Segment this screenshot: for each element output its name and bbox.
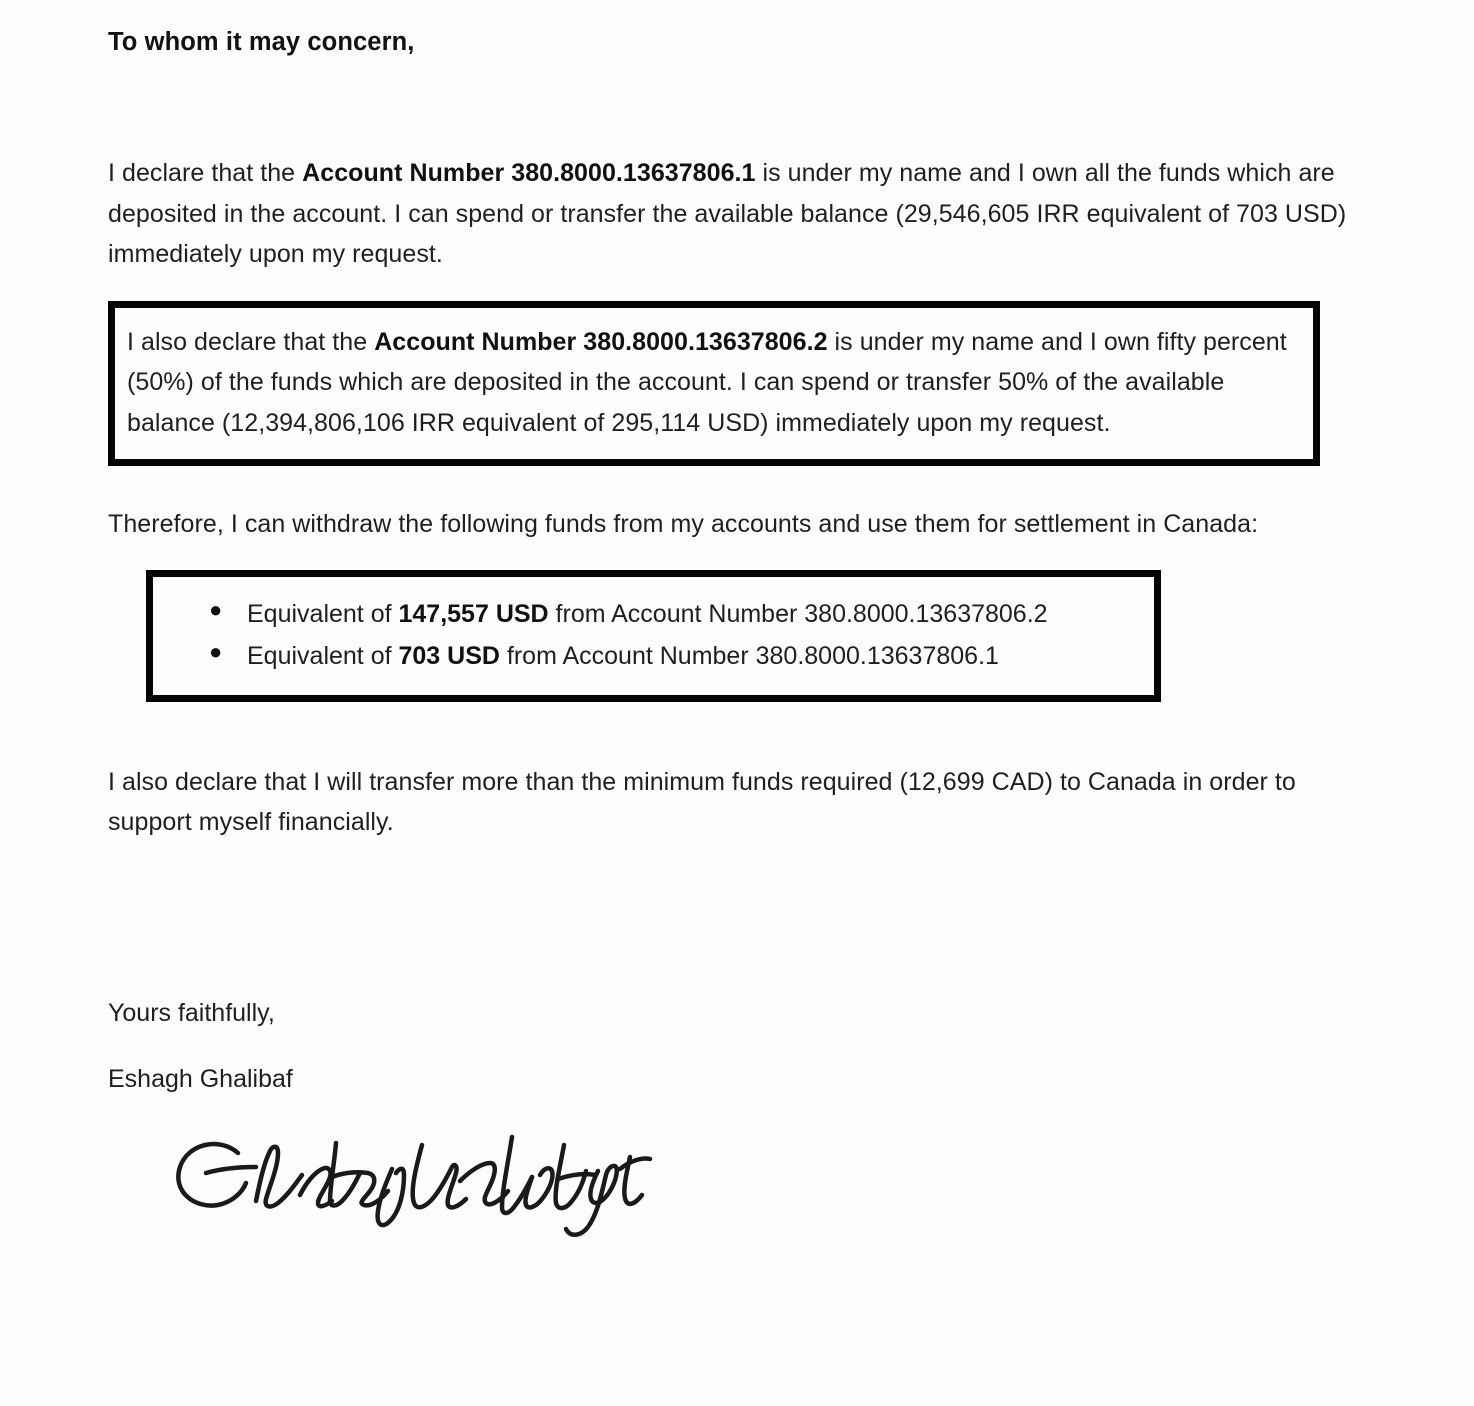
list-item [209,593,1154,635]
letter-closing [108,993,1358,1099]
bullet-icon: ● [209,638,223,664]
account-number-one: Account Number 380.8000.13637806.1 [302,159,756,187]
fund-item-suffix: from Account Number 380.8000.13637806.1 [499,641,999,670]
fund-item-suffix: from Account Number 380.8000.13637806.2 [548,599,1048,628]
highlight-box-account-two [108,301,1320,467]
account-number-two: Account Number 380.8000.13637806.2 [374,327,828,356]
signature-image [160,1117,680,1247]
paragraph-account-two-text-2: is under my name and I own fifty percent (50%) of the funds which are deposited in the account. I can spend or transfer 50% of the available balance (12,394,806,106 IRR equivalent of 295,114 USD) immediately upon my request. [127,327,1287,437]
paragraph-therefore: Therefore, I can withdraw the following funds from my accounts and use them for settlement in Canada: [108,510,1259,538]
letter-body [108,0,1358,1247]
paragraph-account-one-text-2: is under my name and I own all the funds which are deposited in the account. I can spend or transfer the available balance (29,546,605 IRR equivalent of 703 USD) immediately upon my request. [108,159,1347,268]
paragraph-account-two-text-1: I also declare that the [127,327,375,356]
paragraph-account-two [127,322,1301,444]
fund-item-prefix: Equivalent of [247,599,399,628]
signer-name: Eshagh Ghalibaf [108,1064,293,1093]
fund-item-prefix: Equivalent of [247,641,399,670]
letter-salutation: To whom it may concern, [108,28,415,56]
closing-phrase: Yours faithfully, [108,998,275,1027]
highlight-box-fund-list [146,570,1161,702]
paragraph-account-one-text-1: I declare that the [108,159,303,187]
fund-item-amount: 703 USD [398,641,500,670]
list-item [209,635,1154,677]
fund-item-amount: 147,557 USD [398,599,549,628]
paragraph-account-one [108,153,1348,275]
bullet-icon: ● [209,596,223,622]
fund-list [153,593,1154,677]
paragraph-minimum-funds: I also declare that I will transfer more than the minimum funds required (12,699 CAD) to Canada in order to support myself financially. [108,767,1296,836]
